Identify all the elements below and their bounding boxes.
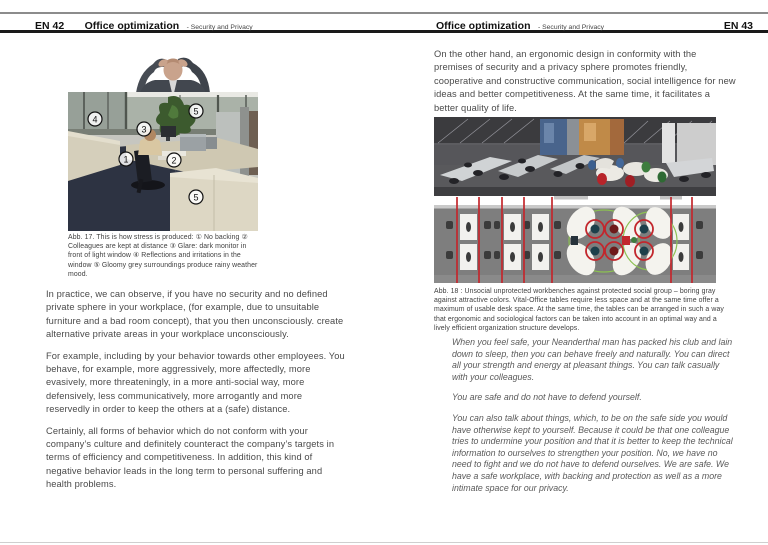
annotation-marker-2: [167, 153, 181, 167]
header-pagenum-right: [724, 16, 753, 30]
quote-paragraph-2: You are safe and do not have to defend yourself.: [452, 392, 642, 403]
svg-text:2: 2: [171, 155, 177, 166]
figure-abb18: [434, 117, 716, 283]
header-subtitle-right: - Security and Privacy: [537, 24, 605, 31]
office-layout-rendering: [434, 117, 716, 283]
svg-text:4: 4: [92, 114, 98, 125]
quote-paragraph-3: You can also talk about things, which, to be on the safe side you would have otherwise kept to yourself. Because it could be that one colleague tries to undermine your position and that it is better to keep the technical information to ourselves to strengthen your position. No, we have no need to fight and we do not have to defend ourselves. We are safe. We have a safe workplace, with backing and protection as well as a more intimate space for our privacy.: [452, 412, 733, 493]
header-rule-grey: [0, 12, 768, 14]
left-page-body: [46, 288, 348, 500]
left-paragraph-1: In practice, we can observe, if you have no security and no defined private sphere in your workplace, (for example, due to unsuitable furniture and a bad room concept), that you then unconsciously. create alternative private areas in your workplace unconsciously.: [46, 289, 344, 340]
annotation-marker-3: [137, 122, 151, 136]
header-right: [436, 16, 604, 30]
header-left: [35, 16, 253, 30]
stress-photo-illustration: [68, 55, 258, 231]
right-page-quotes: [452, 337, 736, 503]
left-paragraph-2: For example, including by your behavior towards other employees. You behave, for example, more aggressively, more affectedly, more evasively, more threateningly, in a more anti-social way, more defensively, less communicatively, more arrogantly and more reservedly in order to keep the others at a (safe) distance.: [46, 350, 345, 415]
svg-text:5: 5: [193, 106, 199, 117]
header-title-left: Office optimization: [84, 20, 180, 32]
svg-text:3: 3: [141, 124, 147, 135]
left-paragraph-3: Certainly, all forms of behavior which do not conform with your company’s culture and definitely counteract the company’s targets in terms of efficiency and competitiveness. In addition, this kind of negative behavior leads in the long term to personal suffering and health problems.: [46, 425, 335, 490]
figure-abb17: [68, 55, 258, 231]
figure-abb18-caption: Abb. 18 : Unsocial unprotected workbenches against protected social group – boring gray against attractive colors. Vital-Office tables require less space and at the same time offer a maximum of usable desk space. At the same time, the tables can be arranged in such a way that ergonomic and sociological factors can be taken into account in an optimal way and a lively efficient organization structure develops.: [434, 288, 724, 332]
figure-abb17-caption: Abb. 17. This is how stress is produced: ① No backing ② Colleagues are kept at distance ③ Glare: dark monitor in front of light window ④ Reflections and irritations in the window ⑤ Gloomy grey surroundings produce rainy weather mood.: [68, 234, 258, 278]
header-title-right: Office optimization: [436, 20, 531, 32]
annotation-marker-4: [88, 112, 102, 126]
annotation-marker-5-top: [189, 104, 203, 118]
annotation-marker-5-bottom: [189, 190, 203, 204]
svg-text:1: 1: [123, 154, 129, 165]
page-bottom-edge: [0, 542, 768, 543]
right-page-intro: [434, 48, 736, 123]
perspective-render: [434, 117, 716, 196]
floor-plan: [434, 197, 716, 283]
quote-paragraph-1: When you feel safe, your Neanderthal man has packed his club and lain down to sleep, then you can behave freely and naturally. You can direct all your strength and energy at pleasant things. You can talk casually with your colleagues.: [452, 337, 733, 382]
annotation-marker-1: [119, 152, 133, 166]
svg-text:5: 5: [193, 192, 199, 203]
page-number-left: EN 42: [35, 20, 65, 32]
header-subtitle-left: - Security and Privacy: [186, 24, 253, 31]
page-number-right: EN 43: [723, 20, 753, 32]
right-intro-paragraph: On the other hand, an ergonomic design in conformity with the premises of security and a privacy sphere promotes friendly, cooperative and constructive communication, social intelligence for new ideas and better competitiveness. At the same time, it facilitates a better quality of life.: [434, 49, 736, 113]
